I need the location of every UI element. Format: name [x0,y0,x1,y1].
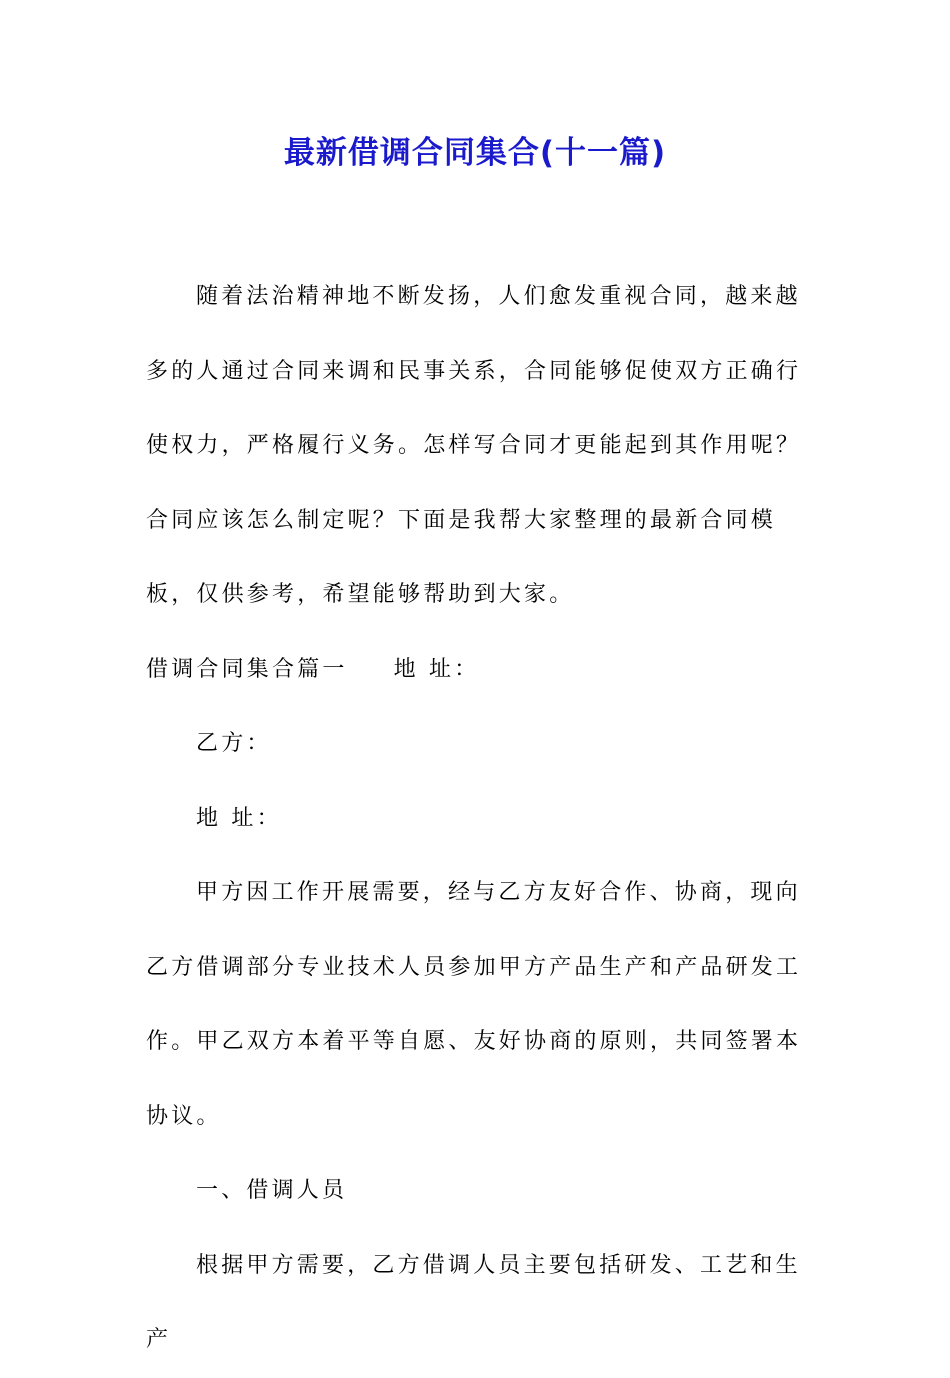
section-heading-line [146,633,806,708]
paragraph-1: 甲方因工作开展需要，经与乙方友好合作、协商，现向乙方借调部分专业技术人员参加甲方产品生产和产品研发工作。甲乙双方本着平等自愿、友好协商的原则，共同签署本协议。 [146,880,802,1129]
clause-1-heading: 一、借调人员 [196,1178,348,1203]
section-heading: 借调合同集合篇一 [146,656,348,682]
party-b-label: 乙方： [196,731,272,756]
address-label-1: 地 址： [393,656,480,682]
document-title: 最新借调合同集合(十一篇) [283,135,667,171]
document-body [146,260,806,1378]
intro-paragraph: 随着法治精神地不断发扬，人们愈发重视合同，越来越多的人通过合同来调和民事关系，合同能够促使双方正确行使权力，严格履行义务。怎样写合同才更能起到其作用呢？合同应该怎么制定呢？下面是我帮大家整理的最新合同模板，仅供参考，希望能够帮助到大家。 [146,284,802,607]
address-label-2: 地 址： [196,805,282,831]
clause-1-text: 根据甲方需要，乙方借调人员主要包括研发、工艺和生产 [146,1252,801,1352]
